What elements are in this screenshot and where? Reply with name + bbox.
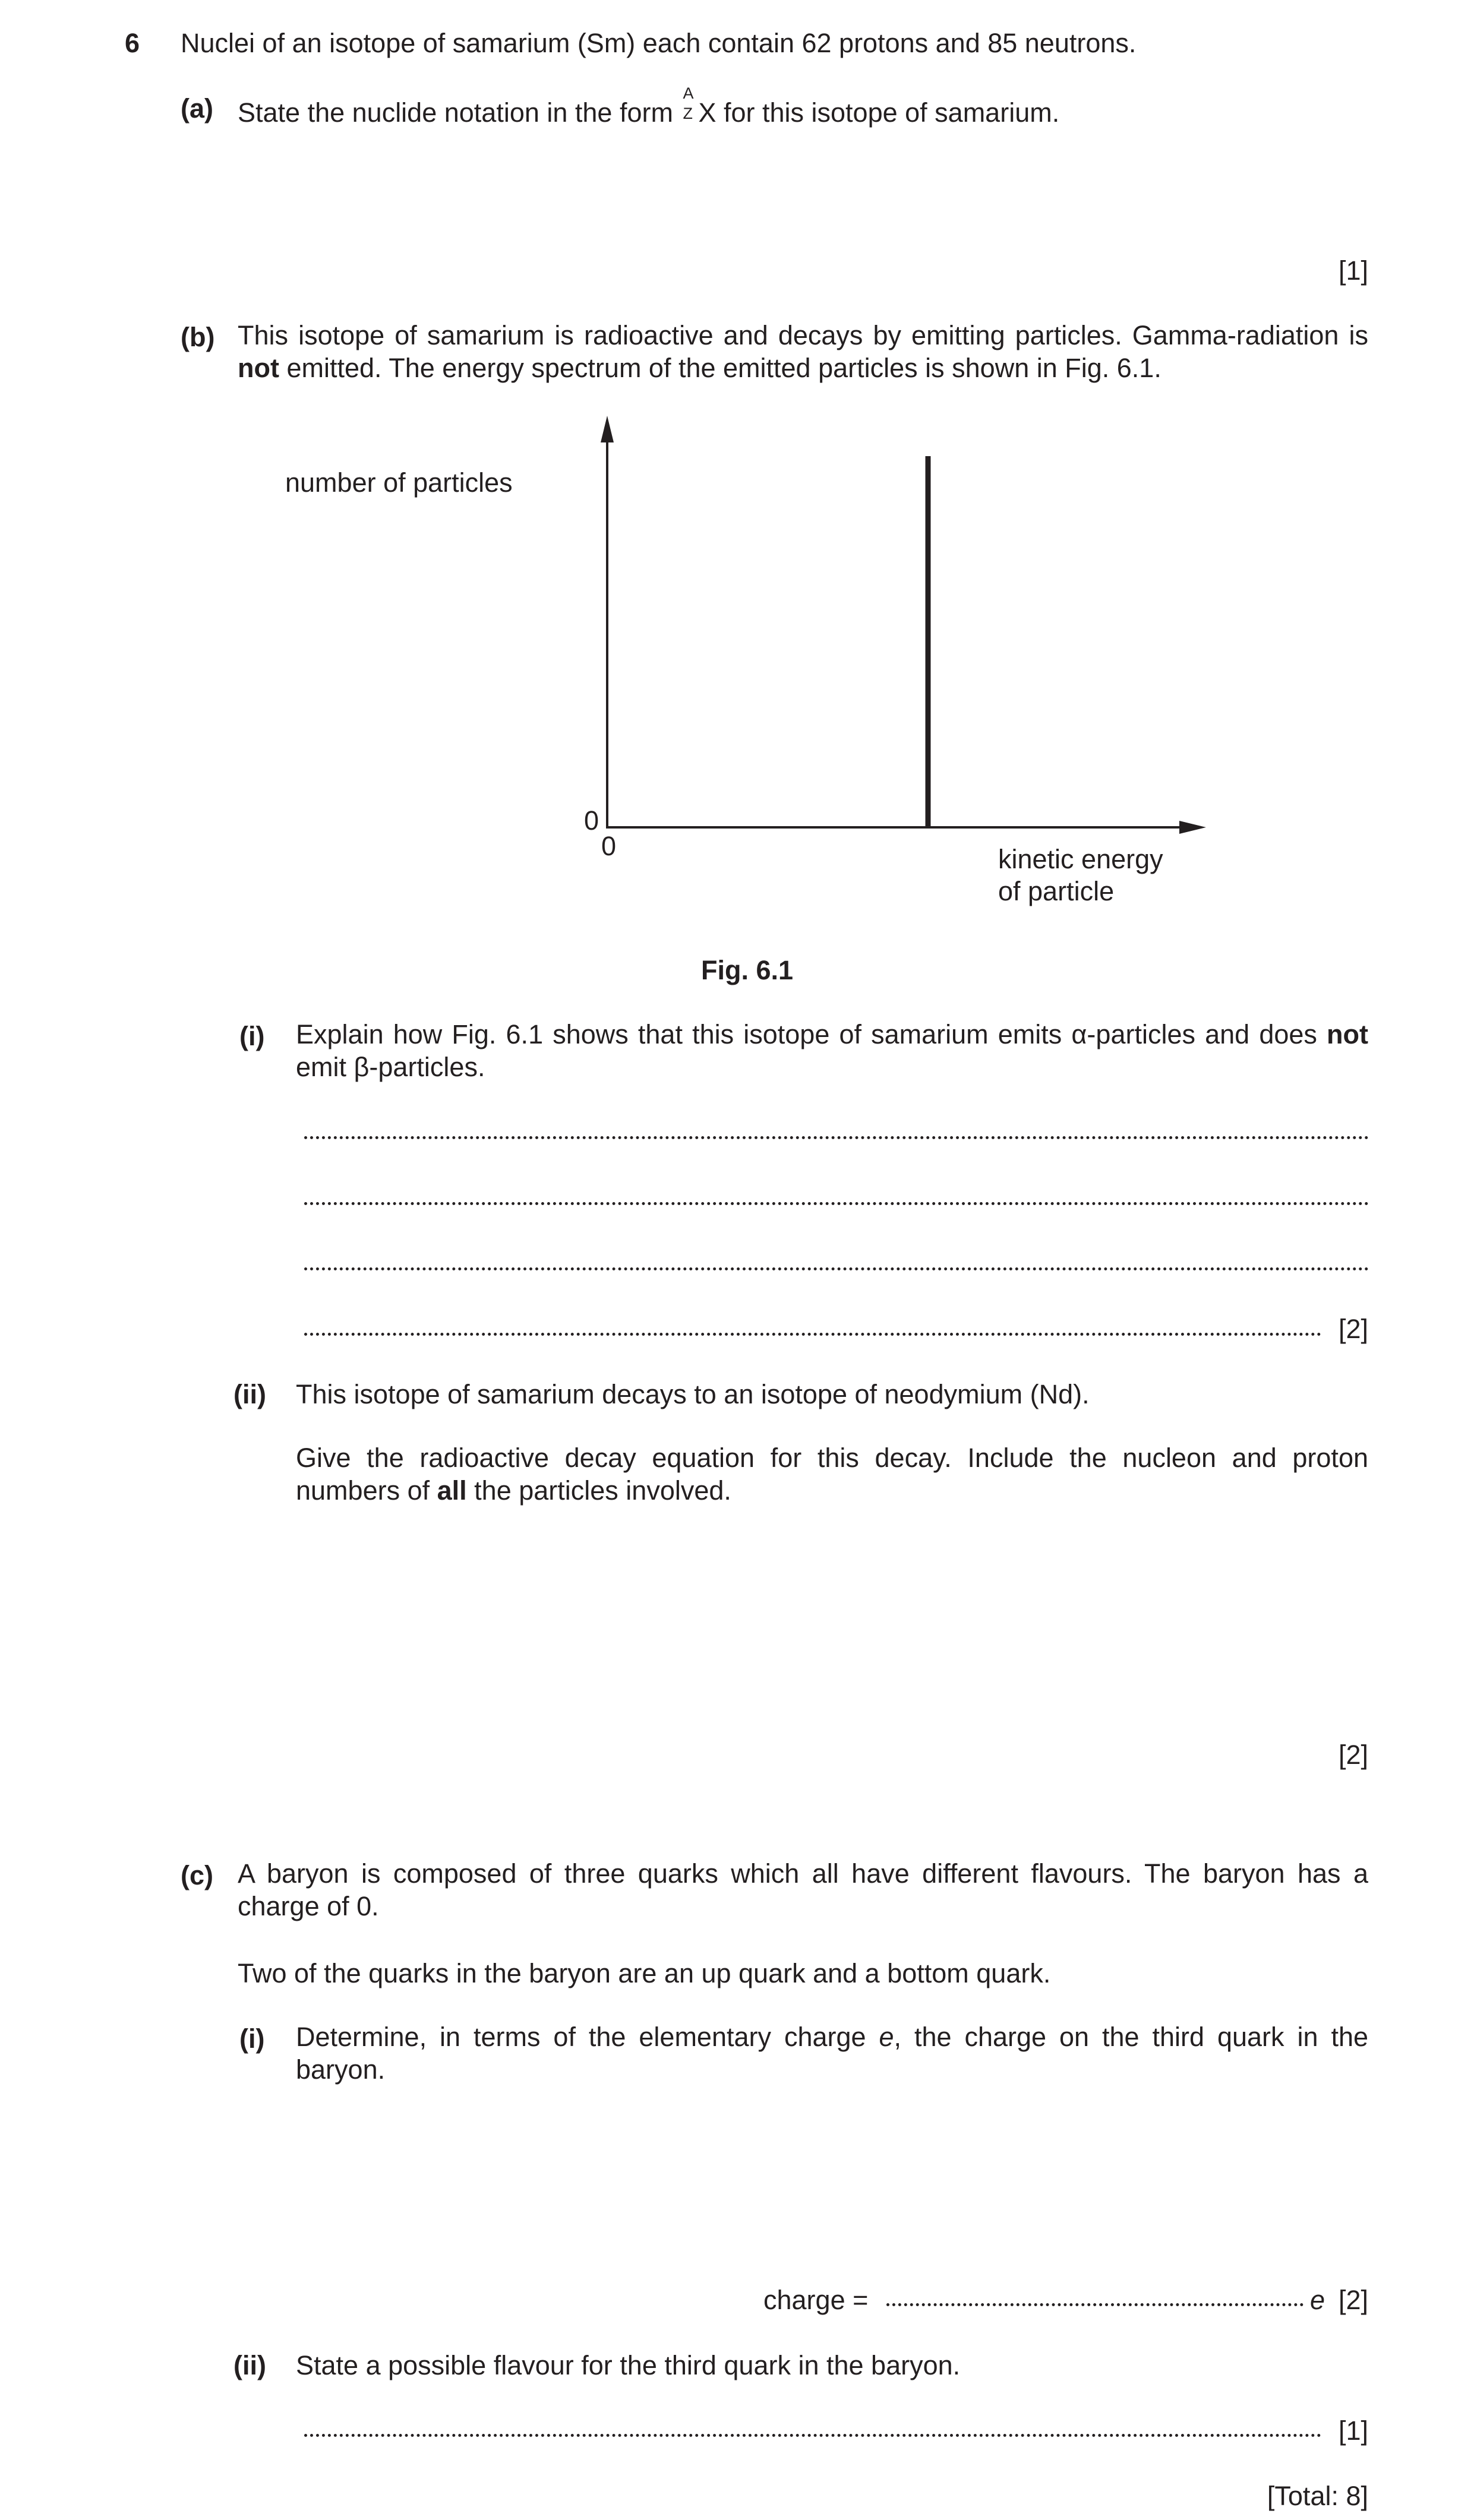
part-c-label: (c) [181, 1860, 213, 1890]
part-a-text: State the nuclide notation in the form A Z X for this isotope of samarium. [238, 84, 1060, 128]
x-origin-label: 0 [601, 831, 617, 861]
question-number: 6 [125, 28, 140, 58]
part-b-ii-text-1: This isotope of samarium decays to an isotope of neodymium (Nd). [296, 1379, 1090, 1409]
answer-line-b-i-4[interactable] [304, 1333, 1321, 1336]
part-c-i-text: Determine, in terms of the elementary charge e, the charge on the third quark in the baryon. [296, 2022, 1368, 2085]
answer-line-b-i-3[interactable] [304, 1267, 1369, 1270]
part-c-text-1: A baryon is composed of three quarks which all have different flavours. The baryon has a charge of 0. [238, 1858, 1368, 1921]
part-c-i-label: (i) [239, 2023, 265, 2054]
part-b-i-label: (i) [239, 1021, 265, 1051]
part-c-i-marks: [2] [1338, 2285, 1368, 2315]
nuclide-notation: A Z [683, 84, 694, 122]
part-c-ii-marks: [1] [1338, 2415, 1368, 2446]
y-axis-label: number of particles [285, 467, 513, 498]
part-a-label: (a) [181, 93, 213, 124]
y-axis-arrow [601, 416, 614, 442]
answer-line-c-ii[interactable] [304, 2434, 1321, 2437]
y-origin-label: 0 [584, 805, 599, 836]
x-axis-arrow [1179, 821, 1206, 834]
part-b-label: (b) [181, 322, 215, 352]
question-intro: Nuclei of an isotope of samarium (Sm) each contain 62 protons and 85 neutrons. [181, 28, 1137, 58]
answer-line-b-i-2[interactable] [304, 1202, 1369, 1205]
part-c-ii-label: (ii) [233, 2350, 266, 2380]
x-axis-label-line1: kinetic energy [998, 844, 1163, 874]
x-axis-label-line2: of particle [998, 876, 1115, 906]
part-c-text-2: Two of the quarks in the baryon are an up quark and a bottom quark. [238, 1958, 1051, 1988]
part-b-text: This isotope of samarium is radioactive and decays by emitting particles. Gamma-radiation is not emitted. The energy spectrum of the emitted particles is shown in Fig. 6.1. [238, 320, 1368, 383]
part-a-marks: [1] [1338, 255, 1368, 286]
part-b-i-marks: [2] [1338, 1314, 1368, 1344]
total-marks: [Total: 8] [1267, 2481, 1368, 2511]
part-c-ii-text: State a possible flavour for the third quark in the baryon. [296, 2350, 961, 2380]
part-b-i-text: Explain how Fig. 6.1 shows that this isotope of samarium emits α-particles and does not emit β-particles. [296, 1019, 1368, 1082]
figure-6-1 [0, 386, 1474, 980]
answer-line-b-i-1[interactable] [304, 1136, 1369, 1139]
charge-answer-line[interactable] [886, 2303, 1303, 2306]
figure-caption: Fig. 6.1 [701, 955, 794, 985]
part-b-ii-label: (ii) [233, 1379, 266, 1409]
part-b-ii-text-2: Give the radioactive decay equation for this decay. Include the nucleon and proton numbers of all the particles involved. [296, 1443, 1368, 1506]
charge-label: charge = [763, 2285, 869, 2315]
part-b-ii-marks: [2] [1338, 1740, 1368, 1770]
charge-unit: e [1310, 2285, 1325, 2315]
